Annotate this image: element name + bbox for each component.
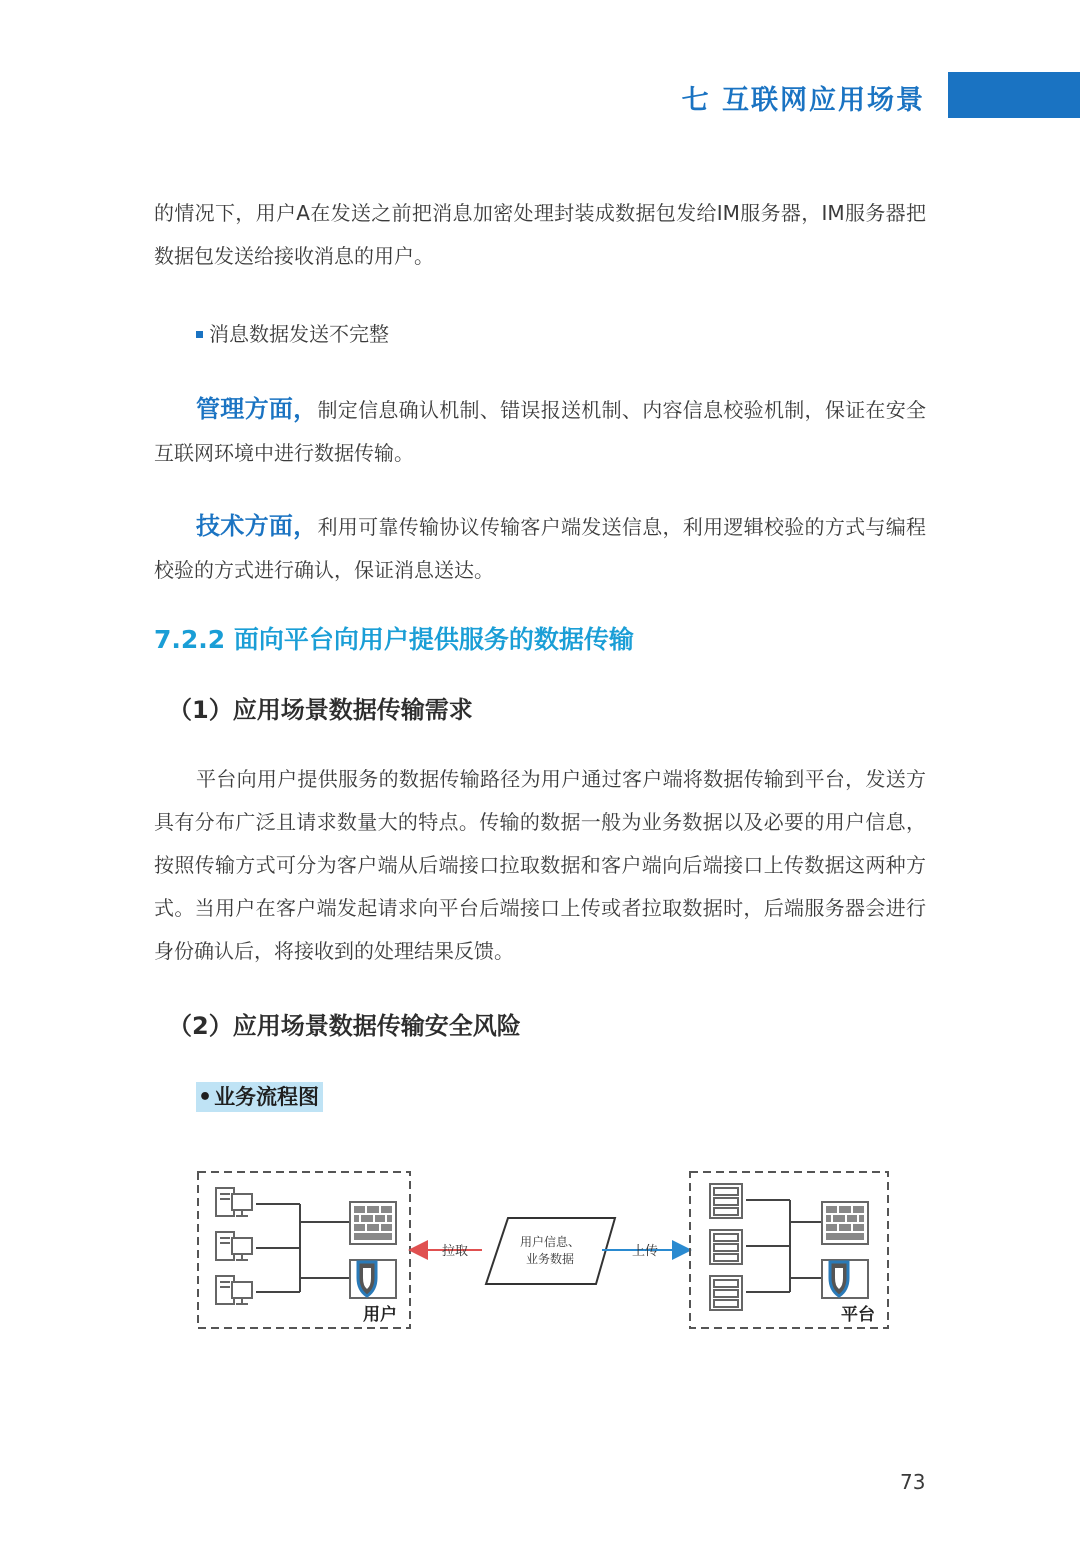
data-parallelogram: [486, 1218, 615, 1284]
paragraph-transmission-path: 平台向用户提供服务的数据传输路径为用户通过客户端将数据传输到平台，发送方具有分布广泛且请求数量大的特点。传输的数据一般为业务数据以及必要的用户信息，按照传输方式可分为客户端从后端接口拉取数据和客户端向后端接口上传数据这两种方式。当用户在客户端发起请求向平台后端接口上传或者拉取数据时，后端服务器会进行身份确认后，将接收到的处理结果反馈。: [154, 767, 926, 963]
firewall-icon: [350, 1202, 396, 1244]
firewall-icon: [822, 1202, 868, 1244]
flowchart-heading-text: 业务流程图: [214, 1085, 320, 1109]
chapter-title: 七 互联网应用场景: [681, 85, 925, 116]
user-group: [198, 1172, 410, 1328]
paragraph-management: [154, 388, 926, 475]
platform-label: 平台: [841, 1305, 875, 1325]
business-flow-diagram: [190, 1160, 900, 1340]
subheading-transmission-requirements: （1）应用场景数据传输需求: [168, 696, 473, 724]
user-label: 用户: [363, 1305, 397, 1325]
data-label-line2: 业务数据: [525, 1252, 575, 1266]
bullet-incomplete-sending: [196, 318, 389, 347]
bullet-square-icon: [196, 331, 203, 338]
technical-keyword: 技术方面，: [196, 512, 318, 540]
shield-icon: [822, 1260, 868, 1298]
server-icon: [710, 1184, 742, 1218]
computer-icon: [216, 1276, 252, 1304]
management-keyword: 管理方面，: [196, 395, 318, 423]
bullet-dot-icon: •: [198, 1085, 213, 1110]
flowchart-heading: [196, 1082, 323, 1112]
subheading-security-risks: （2）应用场景数据传输安全风险: [168, 1012, 521, 1040]
technical-text: 利用可靠传输协议传输客户端发送信息，利用逻辑校验的方式与编程校验的方式进行确认，保证消息送达。: [154, 515, 927, 582]
management-text: 制定信息确认机制、错误报送机制、内容信息校验机制，保证在安全互联网环境中进行数据传输。: [154, 398, 927, 465]
server-icon: [710, 1230, 742, 1264]
platform-group: [690, 1172, 888, 1328]
data-label-line1: 用户信息、: [519, 1235, 581, 1249]
section-heading-7-2-2: 7.2.2 面向平台向用户提供服务的数据传输: [154, 625, 634, 654]
bullet-text: 消息数据发送不完整: [209, 322, 389, 346]
computer-icon: [216, 1188, 252, 1216]
chapter-accent-bar: [948, 72, 1080, 118]
paragraph-technical: [154, 505, 926, 592]
paragraph-im-encryption: 的情况下，用户A在发送之前把消息加密处理封装成数据包发给IM服务器，IM服务器把数据包发送给接收消息的用户。: [154, 201, 926, 268]
page-number: 73: [900, 1470, 926, 1494]
server-icon: [710, 1276, 742, 1310]
computer-icon: [216, 1232, 252, 1260]
shield-icon: [350, 1260, 396, 1298]
pull-label: 拉取: [441, 1244, 469, 1259]
upload-label: 上传: [631, 1244, 659, 1259]
